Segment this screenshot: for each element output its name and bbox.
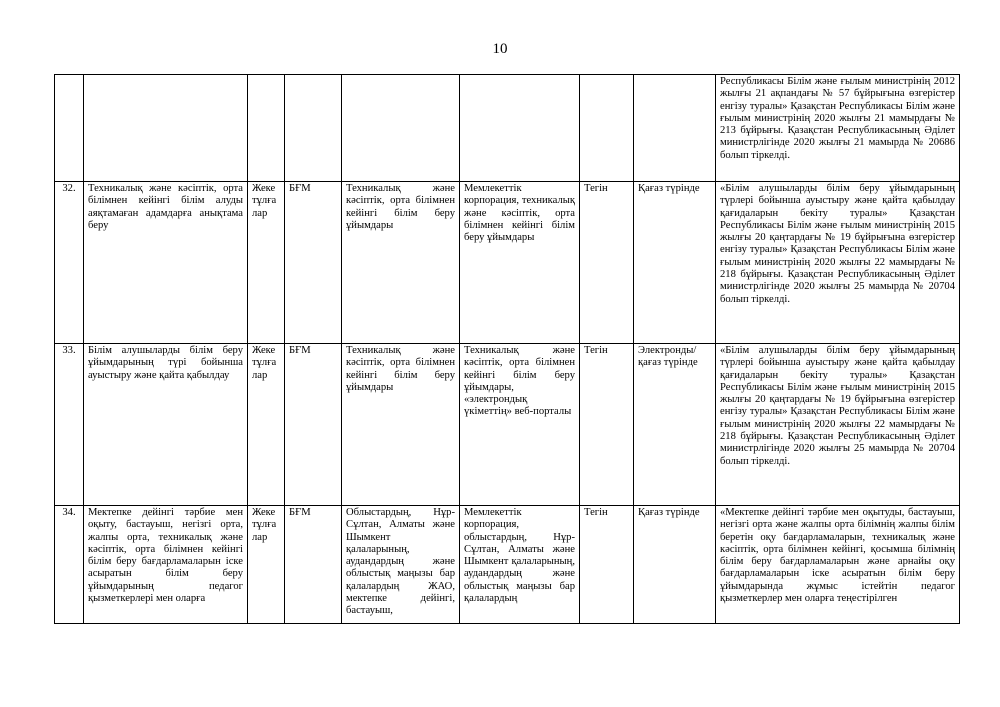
service-cost: Тегін [580,182,634,344]
service-name: Білім алушыларды білім беру ұйымдарының түрі бойынша ауыстыру және қайта қабылдау [84,344,248,506]
service-name: Техникалық және кәсіптік, орта білімнен кейінгі білім алуды аяқтамаған адамдарға анықтама беру [84,182,248,344]
service-form: Қағаз түрінде [634,182,716,344]
cell-provider [342,75,460,182]
service-cost: Тегін [580,506,634,624]
services-table [54,74,960,624]
page-number: 10 [492,41,508,57]
recipient: Жеке тұлға лар [248,506,285,624]
service-form: Электронды/ қағаз түрінде [634,344,716,506]
cell-recipient [248,75,285,182]
cell-cost [580,75,634,182]
row-number: 33. [55,344,84,506]
cell-application-points [460,75,580,182]
legal-basis-text: Республикасы Білім және ғылым министрінің 2012 жылғы 21 ақпандағы № 57 бұйрығына өзгерістер енгізу туралы» Қазақстан Республикасы Білім және ғылым министрінің 2020 жылғы 21 мамырдағы № 213 бұйрығы. Қазақстан Республикасының Әділет министрлігінде 2020 жылғы 21 мамырда № 20686 болып тіркелді. [720,76,955,161]
row-number: 32. [55,182,84,344]
service-cost: Тегін [580,344,634,506]
legal-basis: «Мектепке дейінгі тәрбие мен оқытуды, бастауыш, негізгі орта және жалпы орта білімнің жалпы білім беретін оқу бағдарламаларын, техникалық және кәсіптік, орта білімнен кейінгі, қосымша білімнің білім беру бағдарламаларын және арнайы оқу бағдарламаларын іске асыратын білім беру ұйымдарында жұмыс істейтін педагог қызметкерлер мен оларға теңестірілген [716,506,960,624]
table-row [55,182,960,344]
cell-form [634,75,716,182]
ministry: БҒМ [285,344,342,506]
application-points: Техникалық және кәсіптік, орта білімнен кейінгі білім беру ұйымдары, «электрондық үкіметтің» веб-порталы [460,344,580,506]
ministry: БҒМ [285,506,342,624]
ministry: БҒМ [285,182,342,344]
legal-basis: «Білім алушыларды білім беру ұйымдарының түрлері бойынша ауыстыру және қайта қабылдау қағидаларын бекіту туралы» Қазақстан Республикасы Білім және ғылым министрінің 2015 жылғы 20 қаңтардағы № 19 бұйрығына өзгерістер енгізу туралы» Қазақстан Республикасы Білім және ғылым министрінің 2020 жылғы 22 мамырдағы № 218 бұйрығы. Қазақстан Республикасының Әділет министрлігінде 2020 жылғы 25 мамырда № 20704 болып тіркелді. [716,182,960,344]
service-provider: Техникалық және кәсіптік, орта білімнен кейінгі білім беру ұйымдары [342,182,460,344]
cell-service-name [84,75,248,182]
service-form: Қағаз түрінде [634,506,716,624]
cell-legal-basis [716,75,960,182]
service-provider: Облыстардың, Нұр-Сұлтан, Алматы және Шымкент қалаларының, аудандардың және облыстық маңызы бар қалалардың ЖАО, мектепке дейінгі, бастауыш, [342,506,460,624]
table-row [55,344,960,506]
application-points: Мемлекеттік корпорация, техникалық және кәсіптік, орта білімнен кейінгі білім беру ұйымдары [460,182,580,344]
recipient: Жеке тұлға лар [248,344,285,506]
table-row-continuation [55,75,960,182]
application-points: Мемлекеттік корпорация, облыстардың, Нұр-Сұлтан, Алматы және Шымкент қалаларының, аудандардың және облыстық маңызы бар қалалардың [460,506,580,624]
service-provider: Техникалық және кәсіптік, орта білімнен кейінгі білім беру ұйымдары [342,344,460,506]
cell-number [55,75,84,182]
legal-basis: «Білім алушыларды білім беру ұйымдарының түрлері бойынша ауыстыру және қайта қабылдау қағидаларын бекіту туралы» Қазақстан Республикасы Білім және ғылым министрінің 2015 жылғы 20 қаңтардағы № 19 бұйрығына өзгерістер енгізу туралы» Қазақстан Республикасы Білім және ғылым министрінің 2020 жылғы 22 мамырдағы № 218 бұйрығы. Қазақстан Республикасының Әділет министрлігінде 2020 жылғы 25 мамырда № 20704 болып тіркелді. [716,344,960,506]
recipient: Жеке тұлға лар [248,182,285,344]
table-row [55,506,960,624]
service-name: Мектепке дейінгі тәрбие мен оқыту, бастауыш, негізгі орта, жалпы орта, техникалық және кәсіптік, орта білімнен кейінгі білім беру бағдарламаларын іске асыратын білім беру ұйымдарының педагог қызметкерлері мен оларға [84,506,248,624]
cell-ministry [285,75,342,182]
row-number: 34. [55,506,84,624]
